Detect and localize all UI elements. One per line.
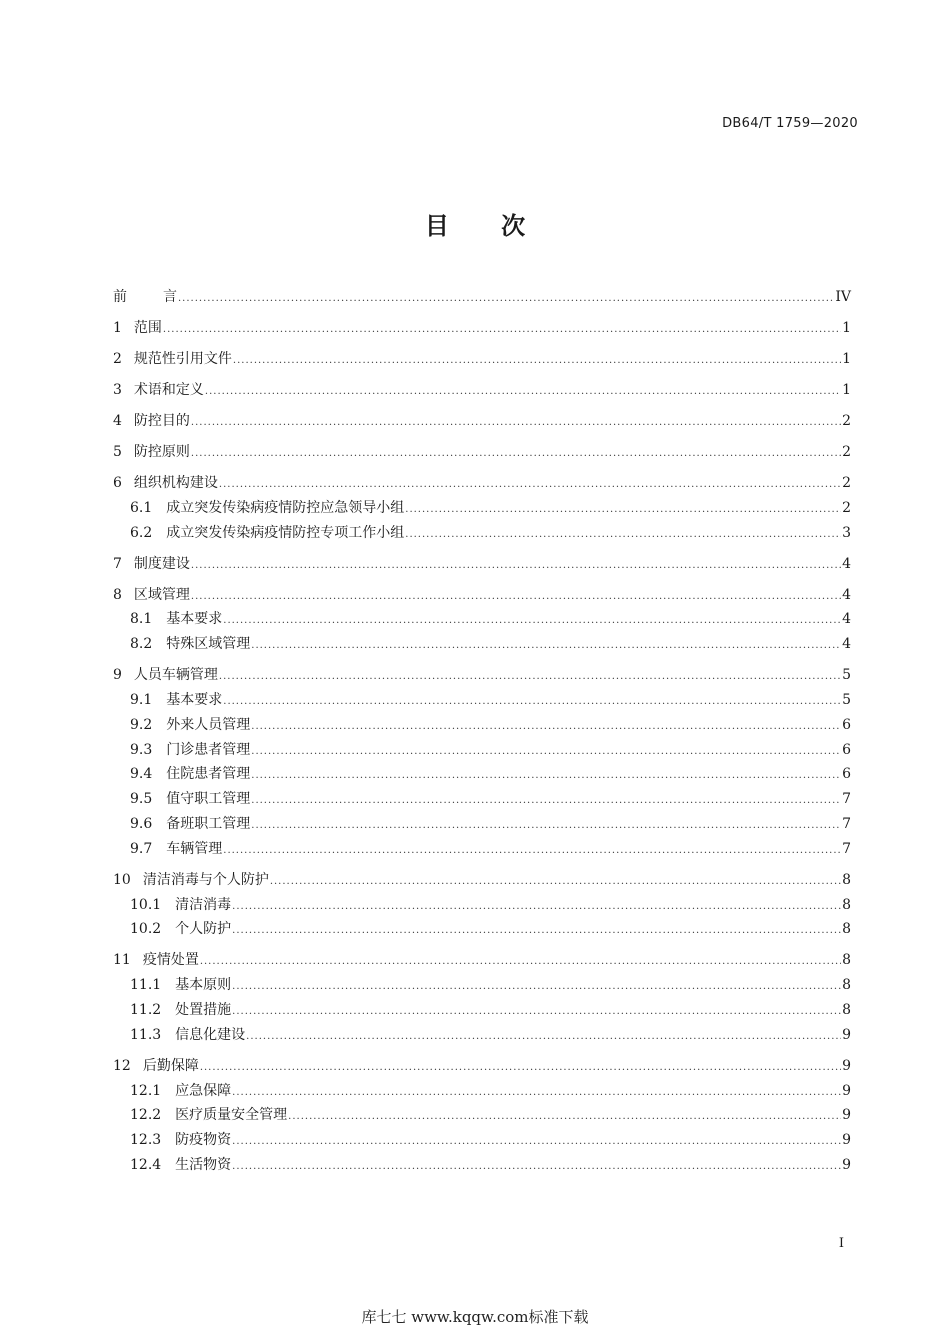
toc-entry-label: 个人防护 (175, 921, 232, 938)
dot-leader (232, 1161, 841, 1172)
toc-entry-number: 9 (113, 667, 122, 684)
toc-entry-label: 疫情处置 (142, 952, 199, 969)
dot-leader (270, 876, 841, 887)
toc-entry-page: 7 (842, 815, 851, 832)
toc-entry-page: 6 (842, 741, 851, 758)
toc-entry-label: 基本要求 (166, 611, 223, 628)
toc-entry[interactable] (113, 348, 851, 368)
toc-entry-label: 范围 (133, 320, 162, 336)
title-char-2: 次 (501, 212, 526, 240)
toc-entry-page: 2 (842, 475, 851, 491)
watermark-text: 库七七 www.kqqw.com标准下载 (361, 1308, 589, 1326)
toc-entry-number: 8.2 (130, 636, 153, 653)
toc-entry[interactable] (113, 522, 851, 542)
dot-leader (205, 386, 841, 397)
toc-entry-page: 4 (842, 555, 851, 572)
toc-entry-page: IV (835, 289, 851, 305)
toc-entry[interactable] (113, 763, 851, 783)
toc-entry[interactable] (113, 869, 851, 889)
toc-entry-number: 10 (113, 871, 131, 888)
toc-entry-number: 6.2 (130, 524, 153, 541)
dot-leader (232, 981, 841, 992)
toc-entry-page: 9 (842, 1132, 851, 1149)
dot-leader (219, 479, 841, 490)
toc-entry-number: 4 (113, 413, 122, 429)
toc-entry-number: 12.4 (130, 1156, 162, 1173)
dot-leader (223, 615, 841, 626)
toc-entry-label: 生活物资 (175, 1156, 232, 1173)
toc-entry[interactable] (113, 497, 851, 517)
toc-entry-number: 10.1 (130, 896, 162, 913)
toc-entry-number: 12.3 (130, 1132, 162, 1149)
toc-entry-number: 10.2 (130, 921, 162, 938)
toc-entry-page: 8 (842, 1001, 851, 1018)
toc-entry-number: 12.2 (130, 1107, 162, 1124)
toc-entry[interactable] (113, 1104, 851, 1124)
toc-entry-number: 8 (113, 586, 122, 603)
toc-entry[interactable] (113, 608, 851, 628)
toc-entry-number: 11.2 (130, 1001, 162, 1018)
toc-entry[interactable] (113, 1055, 851, 1075)
toc-entry-number: 9.4 (130, 766, 153, 783)
toc-entry[interactable] (113, 894, 851, 914)
toc-entry-page: 3 (842, 524, 851, 541)
toc-entry-page: 2 (842, 499, 851, 516)
toc-entry-label: 备班职工管理 (166, 815, 251, 832)
toc-entry[interactable] (113, 999, 851, 1019)
toc-entry-label: 组织机构建设 (133, 475, 218, 491)
toc-entry-page: 4 (842, 636, 851, 653)
toc-entry-label: 成立突发传染病疫情防控应急领导小组 (166, 499, 405, 516)
toc-entry[interactable] (113, 788, 851, 808)
toc-entry[interactable] (113, 1129, 851, 1149)
document-code: DB64/T 1759—2020 (722, 116, 858, 131)
toc-entry[interactable] (113, 813, 851, 833)
toc-entry[interactable] (113, 286, 851, 306)
toc-entry[interactable] (113, 838, 851, 858)
toc-entry-number: 11 (113, 952, 131, 969)
toc-entry-label: 防疫物资 (175, 1132, 232, 1149)
dot-leader (232, 1006, 841, 1017)
toc-entry-number: 1 (113, 320, 122, 336)
toc-entry-page: 6 (842, 716, 851, 733)
toc-entry-page: 7 (842, 840, 851, 857)
dot-leader (251, 640, 841, 651)
toc-entry-label: 清洁消毒 (175, 896, 232, 913)
toc-entry-number: 5 (113, 444, 122, 460)
toc-entry-label: 规范性引用文件 (133, 351, 232, 367)
toc-entry-label: 外来人员管理 (166, 716, 251, 733)
dot-leader (232, 1087, 841, 1098)
dot-leader (288, 1111, 841, 1122)
toc-entry-label: 应急保障 (175, 1082, 232, 1099)
toc-entry-label: 言 (163, 289, 177, 305)
toc-entry[interactable] (113, 1024, 851, 1044)
toc-entry-number: 7 (113, 555, 122, 572)
toc-entry-page: 7 (842, 791, 851, 808)
toc-entry-number: 前 (113, 289, 127, 305)
dot-leader (246, 1031, 841, 1042)
toc-entry[interactable] (113, 664, 851, 684)
dot-leader (233, 355, 841, 366)
toc-entry-page: 1 (842, 351, 851, 367)
dot-leader (200, 956, 841, 967)
dot-leader (251, 746, 841, 757)
toc-entry[interactable] (113, 949, 851, 969)
toc-entry[interactable] (113, 584, 851, 604)
toc-entry[interactable] (113, 633, 851, 653)
toc-entry-page: 8 (842, 952, 851, 969)
toc-entry-page: 9 (842, 1057, 851, 1074)
dot-leader (251, 820, 841, 831)
toc-entry[interactable] (113, 1080, 851, 1100)
toc-entry-page: 2 (842, 444, 851, 460)
toc-entry-number: 9.5 (130, 791, 153, 808)
toc-entry-label: 防控目的 (133, 413, 190, 429)
toc-entry[interactable] (113, 441, 851, 461)
toc-entry-label: 制度建设 (133, 555, 190, 572)
toc-entry-page: 9 (842, 1107, 851, 1124)
toc-entry-number: 12 (113, 1057, 131, 1074)
toc-entry-page: 5 (842, 667, 851, 684)
toc-entry[interactable] (113, 472, 851, 492)
dot-leader (223, 845, 841, 856)
toc-entry-label: 处置措施 (175, 1001, 232, 1018)
dot-leader (191, 448, 841, 459)
toc-entry-label: 值守职工管理 (166, 791, 251, 808)
toc-entry-page: 8 (842, 871, 851, 888)
table-of-contents (113, 286, 851, 1174)
dot-leader (232, 925, 841, 936)
toc-entry-number: 12.1 (130, 1082, 162, 1099)
page-title (0, 206, 950, 241)
toc-entry-number: 9.3 (130, 741, 153, 758)
toc-entry[interactable] (113, 1154, 851, 1174)
toc-entry-label: 特殊区域管理 (166, 636, 251, 653)
toc-entry[interactable] (113, 739, 851, 759)
toc-entry-number: 6.1 (130, 499, 153, 516)
toc-entry-number: 8.1 (130, 611, 153, 628)
dot-leader (191, 417, 841, 428)
dot-leader (191, 560, 841, 571)
toc-entry-page: 5 (842, 691, 851, 708)
toc-entry-label: 基本要求 (166, 691, 223, 708)
toc-entry-page: 8 (842, 921, 851, 938)
toc-entry-number: 2 (113, 351, 122, 367)
toc-entry[interactable] (113, 553, 851, 573)
dot-leader (191, 591, 841, 602)
toc-entry-label: 术语和定义 (133, 382, 204, 398)
toc-entry-label: 住院患者管理 (166, 766, 251, 783)
page-number: I (838, 1236, 844, 1251)
toc-entry-label: 成立突发传染病疫情防控专项工作小组 (166, 524, 405, 541)
toc-entry-label: 医疗质量安全管理 (175, 1107, 288, 1124)
dot-leader (200, 1062, 841, 1073)
toc-entry-label: 信息化建设 (175, 1026, 246, 1043)
toc-entry[interactable] (113, 689, 851, 709)
dot-leader (251, 770, 841, 781)
dot-leader (232, 1136, 841, 1147)
toc-entry-number: 3 (113, 382, 122, 398)
toc-entry[interactable] (113, 918, 851, 938)
toc-entry-number: 9.1 (130, 691, 153, 708)
dot-leader (405, 529, 841, 540)
toc-entry-page: 6 (842, 766, 851, 783)
toc-entry-number: 9.7 (130, 840, 153, 857)
toc-entry-page: 9 (842, 1156, 851, 1173)
toc-entry-page: 2 (842, 413, 851, 429)
toc-entry-page: 1 (842, 382, 851, 398)
dot-leader (405, 504, 841, 515)
toc-entry[interactable] (113, 410, 851, 430)
toc-entry-page: 8 (842, 977, 851, 994)
dot-leader (223, 696, 841, 707)
dot-leader (163, 324, 841, 335)
toc-entry-page: 9 (842, 1082, 851, 1099)
toc-entry-number: 9.6 (130, 815, 153, 832)
toc-entry-label: 门诊患者管理 (166, 741, 251, 758)
dot-leader (251, 795, 841, 806)
toc-entry-label: 防控原则 (133, 444, 190, 460)
toc-entry-label: 区域管理 (133, 586, 190, 603)
toc-entry-label: 人员车辆管理 (133, 667, 218, 684)
dot-leader (178, 293, 834, 304)
toc-entry-page: 8 (842, 896, 851, 913)
toc-entry-label: 基本原则 (175, 977, 232, 994)
toc-entry-number: 6 (113, 475, 122, 491)
toc-entry-number: 9.2 (130, 716, 153, 733)
toc-entry-number: 11.3 (130, 1026, 162, 1043)
toc-entry-page: 4 (842, 586, 851, 603)
toc-entry[interactable] (113, 714, 851, 734)
toc-entry-label: 车辆管理 (166, 840, 223, 857)
toc-entry[interactable] (113, 317, 851, 337)
toc-entry[interactable] (113, 974, 851, 994)
toc-entry-label: 清洁消毒与个人防护 (142, 871, 269, 888)
toc-entry-number: 11.1 (130, 977, 162, 994)
toc-entry-page: 4 (842, 611, 851, 628)
dot-leader (232, 901, 841, 912)
toc-entry-page: 1 (842, 320, 851, 336)
title-char-1: 目 (424, 212, 449, 240)
toc-entry-page: 9 (842, 1026, 851, 1043)
dot-leader (251, 721, 841, 732)
dot-leader (219, 671, 841, 682)
toc-entry-label: 后勤保障 (142, 1057, 199, 1074)
toc-entry[interactable] (113, 379, 851, 399)
